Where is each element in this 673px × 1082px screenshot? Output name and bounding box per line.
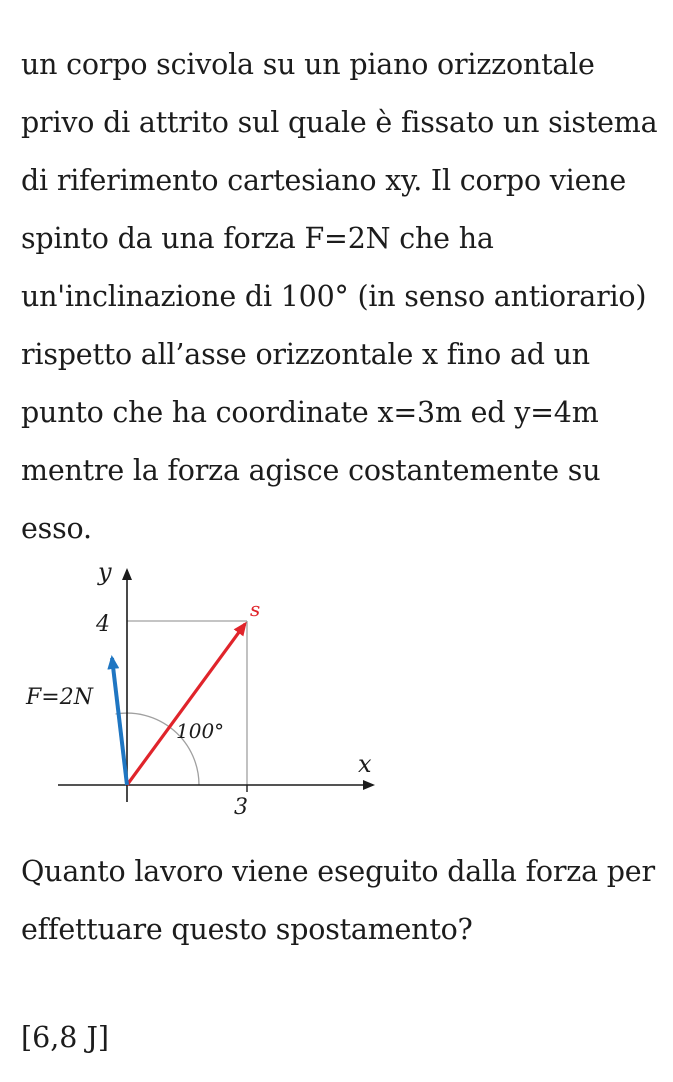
vector-diagram [26,558,390,828]
x-tick-label: 3 [234,795,248,820]
force-vector [112,658,127,785]
question-line: effettuare questo spostamento? [21,913,473,946]
problem-line: un'inclinazione di 100° (in senso antiorario) [21,280,647,313]
answer-text: [6,8 J] [21,1021,110,1054]
question-line: Quanto lavoro viene eseguito dalla forza per [21,855,655,888]
problem-line: punto che ha coordinate x=3m ed y=4m [21,396,599,429]
problem-line: spinto da una forza F=2N che ha [21,222,494,255]
displacement-vector [127,624,245,785]
displacement-label: s [250,597,261,621]
problem-text [21,36,661,558]
problem-line: esso. [21,512,92,545]
problem-line: di riferimento cartesiano xy. Il corpo viene [21,164,627,197]
problem-line: rispetto all’asse orizzontale x fino ad un [21,338,590,371]
y-axis-label: y [98,558,112,586]
y-tick-label: 4 [96,612,110,637]
problem-line: un corpo scivola su un piano orizzontale [21,48,595,81]
x-axis-label: x [358,750,372,778]
diagram-svg [26,558,390,828]
angle-label: 100° [176,719,225,743]
problem-line: mentre la forza agisce costantemente su [21,454,601,487]
problem-line: privo di attrito sul quale è fissato un sistema [21,106,658,139]
force-label: F=2N [26,685,93,710]
question-text [21,843,661,959]
